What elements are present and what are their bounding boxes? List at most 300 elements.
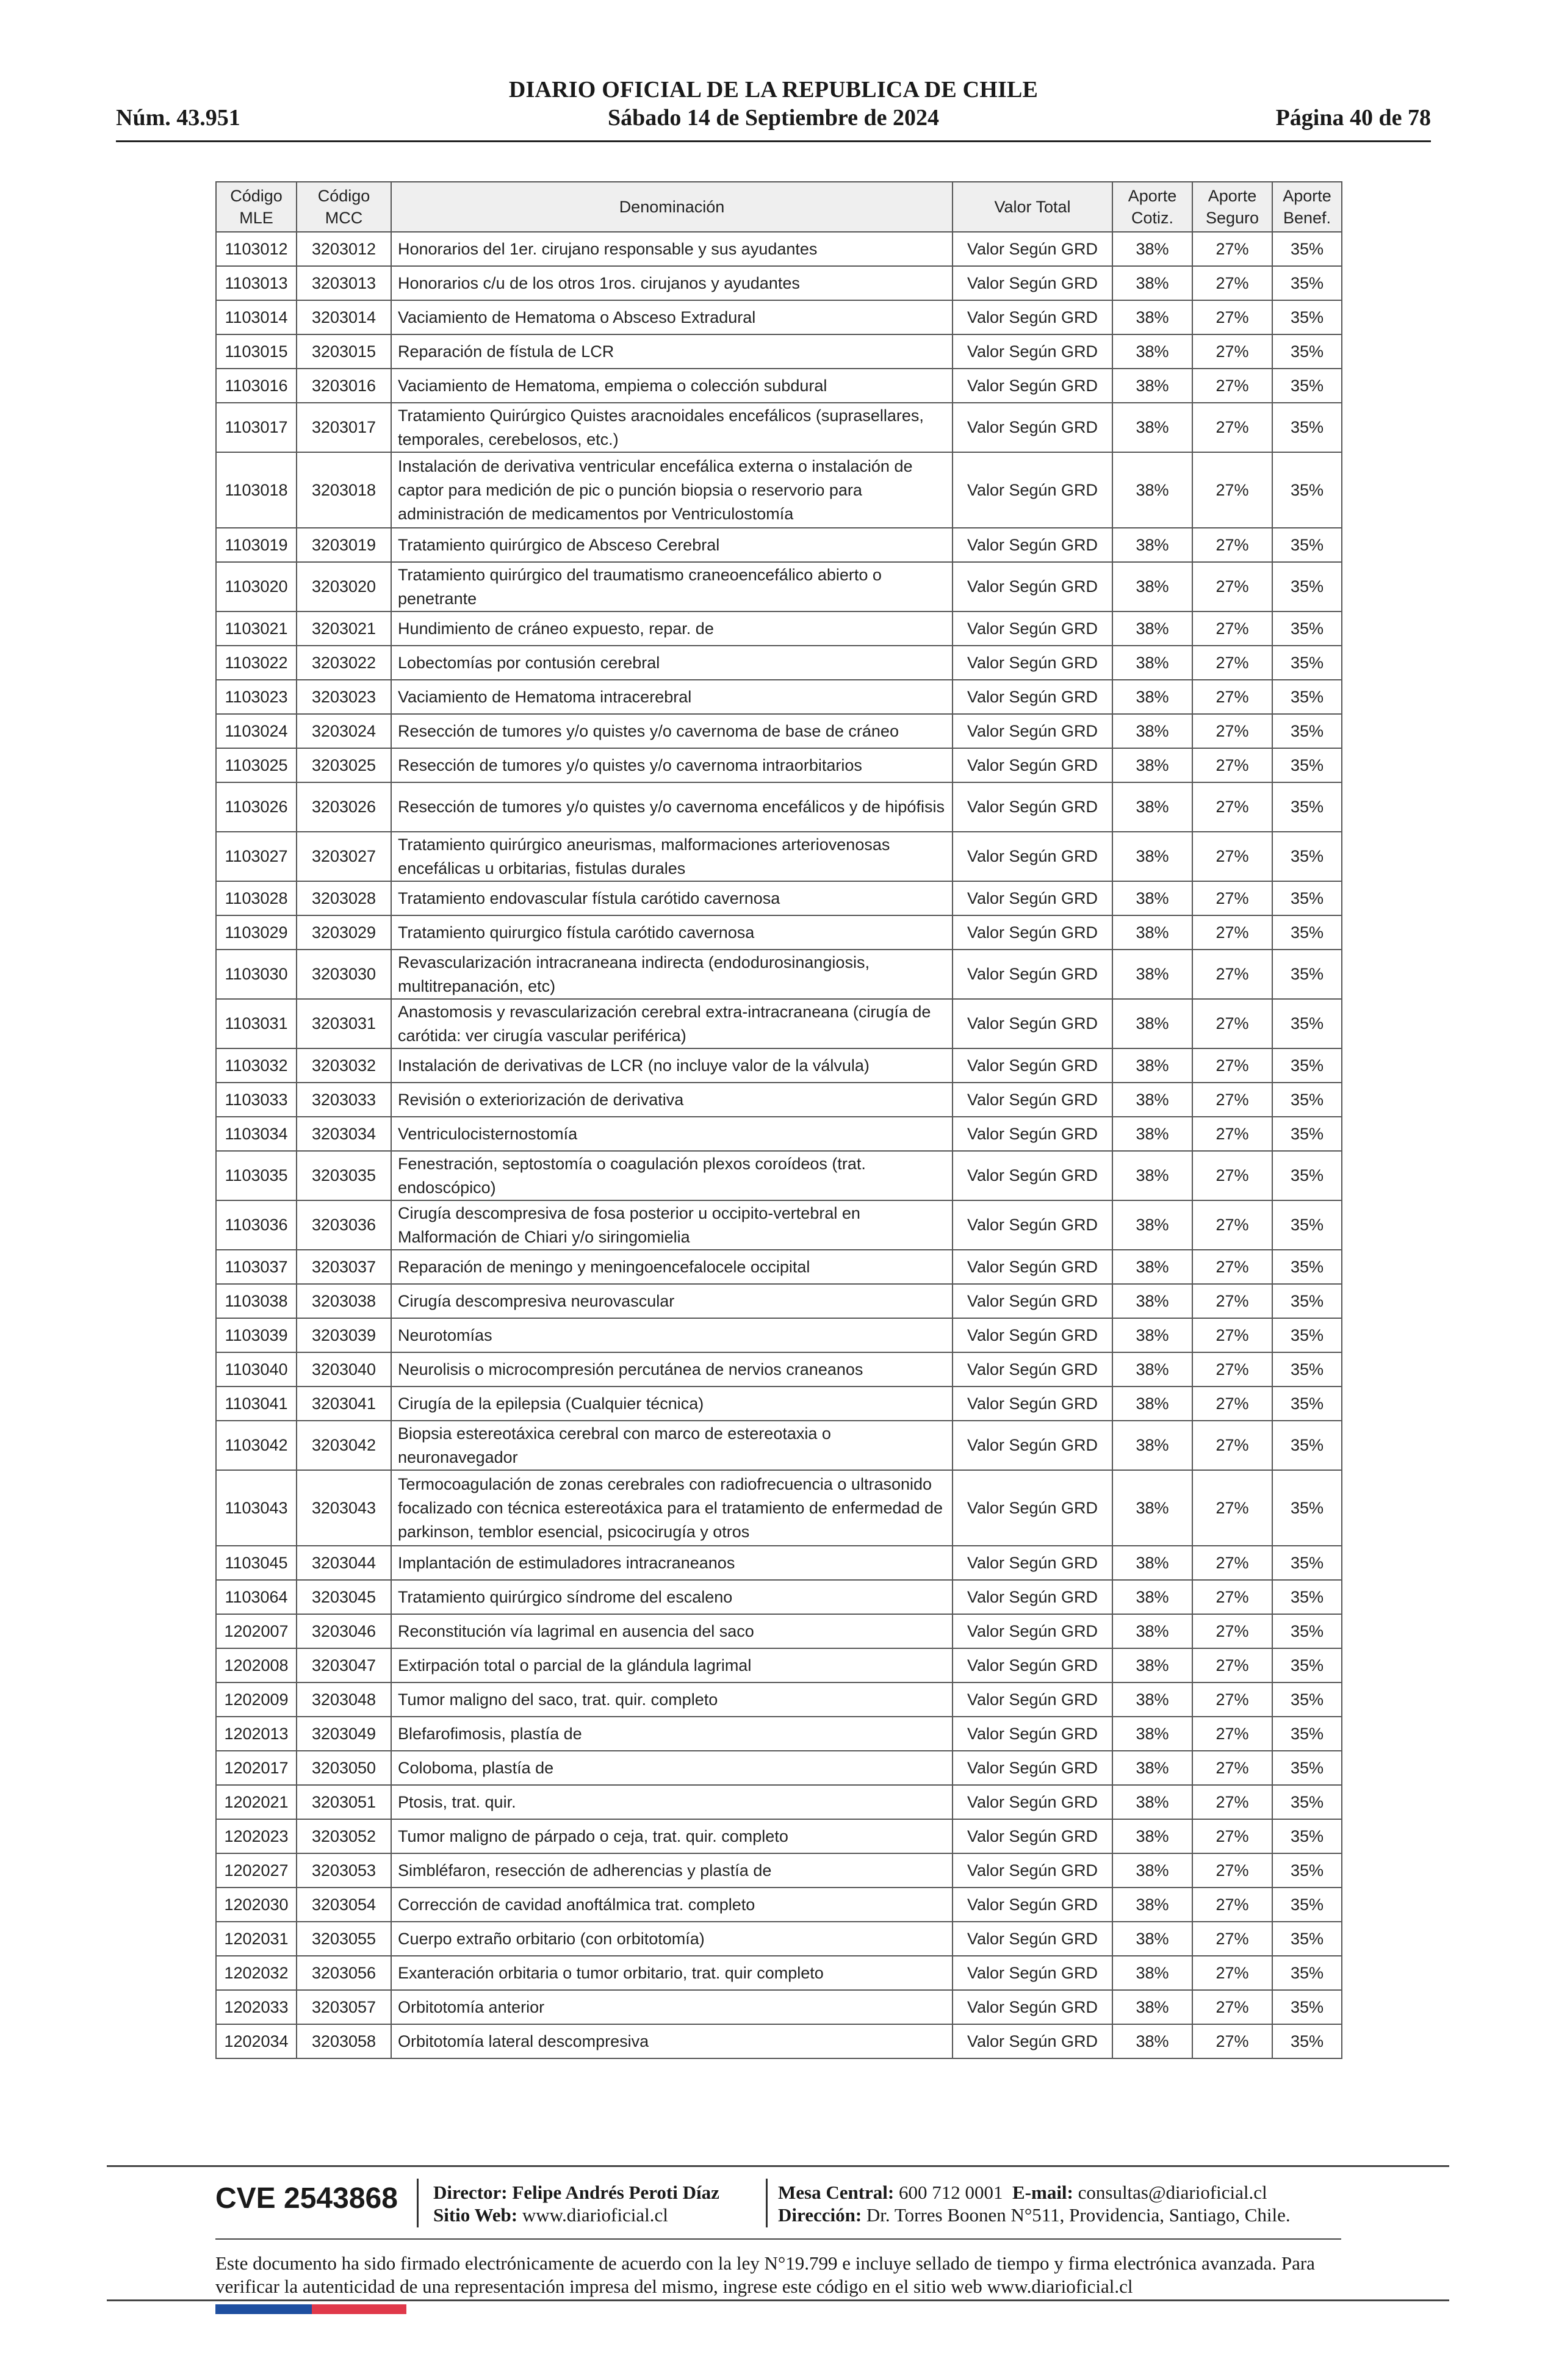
column-header-aporte-seguro: Aporte Seguro: [1192, 182, 1272, 232]
aporte-cotiz-cell: 38%: [1112, 562, 1192, 611]
valor-total-cell: Valor Según GRD: [953, 1083, 1112, 1117]
denominacion-cell: Blefarofimosis, plastía de: [391, 1717, 953, 1751]
denominacion-cell: Tratamiento quirúrgico de Absceso Cerebral: [391, 528, 953, 562]
page-header: [116, 76, 1431, 143]
codigo-mcc-cell: 3203029: [297, 915, 391, 950]
codigo-mle-cell: 1103026: [216, 782, 297, 832]
aporte-seguro-cell: 27%: [1192, 1785, 1272, 1819]
codigo-mcc-cell: 3203044: [297, 1546, 391, 1580]
aporte-cotiz-cell: 38%: [1112, 999, 1192, 1048]
valor-total-cell: Valor Según GRD: [953, 1751, 1112, 1785]
denominacion-cell: Termocoagulación de zonas cerebrales con radiofrecuencia o ultrasonido focalizado con técnica estereotáxica para el tratamiento de enfermedad de parkinson, temblor esencial, psicocirugía y otros: [391, 1470, 953, 1546]
codigo-mcc-cell: 3203013: [297, 266, 391, 300]
footer-separator: [766, 2179, 768, 2227]
valor-total-cell: Valor Según GRD: [953, 1853, 1112, 1888]
table-row: [216, 1421, 1342, 1470]
aporte-seguro-cell: 27%: [1192, 232, 1272, 266]
valor-total-cell: Valor Según GRD: [953, 1200, 1112, 1250]
aporte-benef-cell: 35%: [1272, 1648, 1342, 1682]
column-header-codigo-mcc: Código MCC: [297, 182, 391, 232]
aporte-seguro-cell: 27%: [1192, 1922, 1272, 1956]
codigo-mle-cell: 1103036: [216, 1200, 297, 1250]
aporte-benef-cell: 35%: [1272, 1421, 1342, 1470]
aporte-cotiz-cell: 38%: [1112, 832, 1192, 881]
aporte-cotiz-cell: 38%: [1112, 915, 1192, 950]
director-label: Director:: [433, 2182, 508, 2203]
codigo-mcc-cell: 3203017: [297, 403, 391, 452]
aporte-seguro-cell: 27%: [1192, 611, 1272, 646]
aporte-benef-cell: 35%: [1272, 1387, 1342, 1421]
table-row: [216, 1117, 1342, 1151]
table-row: [216, 999, 1342, 1048]
denominacion-cell: Vaciamiento de Hematoma, empiema o colección subdural: [391, 369, 953, 403]
codigo-mcc-cell: 3203057: [297, 1990, 391, 2024]
valor-total-cell: Valor Según GRD: [953, 1922, 1112, 1956]
valor-total-cell: Valor Según GRD: [953, 2024, 1112, 2058]
table-body: [216, 232, 1342, 2058]
codigo-mle-cell: 1202027: [216, 1853, 297, 1888]
table-row: [216, 369, 1342, 403]
codigo-mle-cell: 1103032: [216, 1048, 297, 1083]
denominacion-cell: Reconstitución vía lagrimal en ausencia del saco: [391, 1614, 953, 1648]
aporte-cotiz-cell: 38%: [1112, 680, 1192, 714]
codigo-mcc-cell: 3203055: [297, 1922, 391, 1956]
codigo-mle-cell: 1103045: [216, 1546, 297, 1580]
table-row: [216, 611, 1342, 646]
valor-total-cell: Valor Según GRD: [953, 646, 1112, 680]
codigo-mcc-cell: 3203053: [297, 1853, 391, 1888]
flag-stripe-red: [312, 2304, 406, 2314]
codigo-mcc-cell: 3203045: [297, 1580, 391, 1614]
page-number: Página 40 de 78: [1275, 105, 1431, 131]
aporte-cotiz-cell: 38%: [1112, 1717, 1192, 1751]
valor-total-cell: Valor Según GRD: [953, 782, 1112, 832]
footer-separator: [417, 2179, 419, 2227]
denominacion-cell: Vaciamiento de Hematoma intracerebral: [391, 680, 953, 714]
valor-total-cell: Valor Según GRD: [953, 1250, 1112, 1284]
aporte-benef-cell: 35%: [1272, 1048, 1342, 1083]
aporte-cotiz-cell: 38%: [1112, 1819, 1192, 1853]
aporte-cotiz-cell: 38%: [1112, 1387, 1192, 1421]
aporte-cotiz-cell: 38%: [1112, 1682, 1192, 1717]
aporte-benef-cell: 35%: [1272, 1318, 1342, 1352]
codigo-mle-cell: 1202023: [216, 1819, 297, 1853]
table-row: [216, 403, 1342, 452]
codigo-mle-cell: 1103064: [216, 1580, 297, 1614]
aporte-benef-cell: 35%: [1272, 646, 1342, 680]
aporte-cotiz-cell: 38%: [1112, 1352, 1192, 1387]
table-row: [216, 300, 1342, 334]
aporte-seguro-cell: 27%: [1192, 1200, 1272, 1250]
aporte-benef-cell: 35%: [1272, 369, 1342, 403]
table-row: [216, 1819, 1342, 1853]
table-row: [216, 1956, 1342, 1990]
denominacion-cell: Exanteración orbitaria o tumor orbitario, trat. quir completo: [391, 1956, 953, 1990]
aporte-seguro-cell: 27%: [1192, 1546, 1272, 1580]
cve-code: CVE 2543868: [215, 2182, 398, 2215]
codigo-mcc-cell: 3203033: [297, 1083, 391, 1117]
denominacion-cell: Implantación de estimuladores intracraneanos: [391, 1546, 953, 1580]
codigo-mcc-cell: 3203020: [297, 562, 391, 611]
aporte-benef-cell: 35%: [1272, 1682, 1342, 1717]
aporte-cotiz-cell: 38%: [1112, 748, 1192, 782]
aporte-benef-cell: 35%: [1272, 748, 1342, 782]
codigo-mcc-cell: 3203035: [297, 1151, 391, 1200]
aporte-benef-cell: 35%: [1272, 1580, 1342, 1614]
column-header-codigo-mle: Código MLE: [216, 182, 297, 232]
valor-total-cell: Valor Según GRD: [953, 999, 1112, 1048]
valor-total-cell: Valor Según GRD: [953, 1546, 1112, 1580]
flag-stripe-blue: [215, 2304, 312, 2314]
denominacion-cell: Biopsia estereotáxica cerebral con marco de estereotaxia o neuronavegador: [391, 1421, 953, 1470]
codigo-mle-cell: 1103035: [216, 1151, 297, 1200]
aporte-cotiz-cell: 38%: [1112, 1117, 1192, 1151]
aporte-seguro-cell: 27%: [1192, 403, 1272, 452]
table-row: [216, 1922, 1342, 1956]
table-row: [216, 1151, 1342, 1200]
table-row: [216, 1717, 1342, 1751]
codigo-mcc-cell: 3203043: [297, 1470, 391, 1546]
codigo-mcc-cell: 3203048: [297, 1682, 391, 1717]
denominacion-cell: Corrección de cavidad anoftálmica trat. completo: [391, 1888, 953, 1922]
codigo-mcc-cell: 3203023: [297, 680, 391, 714]
codigo-mle-cell: 1202032: [216, 1956, 297, 1990]
table-row: [216, 1682, 1342, 1717]
table-row: [216, 680, 1342, 714]
aporte-cotiz-cell: 38%: [1112, 1853, 1192, 1888]
table-row: [216, 528, 1342, 562]
aporte-seguro-cell: 27%: [1192, 714, 1272, 748]
codigo-mle-cell: 1202009: [216, 1682, 297, 1717]
denominacion-cell: Revascularización intracraneana indirecta (endodurosinangiosis, multitrepanación, etc): [391, 950, 953, 999]
codigo-mcc-cell: 3203025: [297, 748, 391, 782]
valor-total-cell: Valor Según GRD: [953, 266, 1112, 300]
table-row: [216, 232, 1342, 266]
valor-total-cell: Valor Según GRD: [953, 680, 1112, 714]
denominacion-cell: Neurolisis o microcompresión percutánea de nervios craneanos: [391, 1352, 953, 1387]
denominacion-cell: Neurotomías: [391, 1318, 953, 1352]
codigo-mle-cell: 1202033: [216, 1990, 297, 2024]
codigo-mle-cell: 1103041: [216, 1387, 297, 1421]
table-row: [216, 1387, 1342, 1421]
aporte-cotiz-cell: 38%: [1112, 1990, 1192, 2024]
aporte-cotiz-cell: 38%: [1112, 1284, 1192, 1318]
procedures-table: [215, 181, 1342, 2059]
aporte-cotiz-cell: 38%: [1112, 1421, 1192, 1470]
codigo-mle-cell: 1103022: [216, 646, 297, 680]
codigo-mcc-cell: 3203052: [297, 1819, 391, 1853]
contact-block: [778, 2181, 1291, 2226]
denominacion-cell: Tumor maligno de párpado o ceja, trat. quir. completo: [391, 1819, 953, 1853]
table-row: [216, 1648, 1342, 1682]
codigo-mcc-cell: 3203038: [297, 1284, 391, 1318]
aporte-benef-cell: 35%: [1272, 1717, 1342, 1751]
aporte-benef-cell: 35%: [1272, 1614, 1342, 1648]
aporte-cotiz-cell: 38%: [1112, 1614, 1192, 1648]
denominacion-cell: Tratamiento quirúrgico síndrome del escaleno: [391, 1580, 953, 1614]
aporte-cotiz-cell: 38%: [1112, 1151, 1192, 1200]
aporte-benef-cell: 35%: [1272, 528, 1342, 562]
aporte-seguro-cell: 27%: [1192, 1284, 1272, 1318]
denominacion-cell: Tumor maligno del saco, trat. quir. completo: [391, 1682, 953, 1717]
table-row: [216, 1614, 1342, 1648]
denominacion-cell: Instalación de derivativa ventricular encefálica externa o instalación de captor para medición de pic o punción biopsia o reservorio para administración de medicamentos por Ventriculostomía: [391, 452, 953, 528]
denominacion-cell: Anastomosis y revascularización cerebral extra-intracraneana (cirugía de carótida: ver cirugía vascular periférica): [391, 999, 953, 1048]
aporte-seguro-cell: 27%: [1192, 562, 1272, 611]
table-row: [216, 915, 1342, 950]
codigo-mle-cell: 1103030: [216, 950, 297, 999]
aporte-cotiz-cell: 38%: [1112, 1200, 1192, 1250]
codigo-mle-cell: 1103015: [216, 334, 297, 369]
codigo-mcc-cell: 3203014: [297, 300, 391, 334]
denominacion-cell: Coloboma, plastía de: [391, 1751, 953, 1785]
website-label: Sitio Web:: [433, 2204, 518, 2226]
aporte-cotiz-cell: 38%: [1112, 1922, 1192, 1956]
table-row: [216, 1352, 1342, 1387]
denominacion-cell: Lobectomías por contusión cerebral: [391, 646, 953, 680]
codigo-mle-cell: 1103012: [216, 232, 297, 266]
valor-total-cell: Valor Según GRD: [953, 1048, 1112, 1083]
denominacion-cell: Ptosis, trat. quir.: [391, 1785, 953, 1819]
valor-total-cell: Valor Según GRD: [953, 1956, 1112, 1990]
aporte-cotiz-cell: 38%: [1112, 300, 1192, 334]
aporte-benef-cell: 35%: [1272, 2024, 1342, 2058]
aporte-cotiz-cell: 38%: [1112, 950, 1192, 999]
table-row: [216, 881, 1342, 915]
codigo-mcc-cell: 3203040: [297, 1352, 391, 1387]
table-row: [216, 1470, 1342, 1546]
denominacion-cell: Orbitotomía anterior: [391, 1990, 953, 2024]
denominacion-cell: Tratamiento Quirúrgico Quistes aracnoidales encefálicos (suprasellares, temporales, cerebelosos, etc.): [391, 403, 953, 452]
codigo-mle-cell: 1103020: [216, 562, 297, 611]
denominacion-cell: Simbléfaron, resección de adherencias y plastía de: [391, 1853, 953, 1888]
table-row: [216, 646, 1342, 680]
table-row: [216, 782, 1342, 832]
aporte-seguro-cell: 27%: [1192, 1421, 1272, 1470]
email-label: E-mail:: [1012, 2182, 1073, 2203]
codigo-mcc-cell: 3203058: [297, 2024, 391, 2058]
table-row: [216, 562, 1342, 611]
aporte-seguro-cell: 27%: [1192, 999, 1272, 1048]
footer-divider: [215, 2238, 1341, 2240]
aporte-seguro-cell: 27%: [1192, 334, 1272, 369]
codigo-mcc-cell: 3203056: [297, 1956, 391, 1990]
aporte-benef-cell: 35%: [1272, 1200, 1342, 1250]
codigo-mle-cell: 1103018: [216, 452, 297, 528]
valor-total-cell: Valor Según GRD: [953, 562, 1112, 611]
aporte-seguro-cell: 27%: [1192, 1083, 1272, 1117]
aporte-seguro-cell: 27%: [1192, 300, 1272, 334]
table-header-row: [216, 182, 1342, 232]
aporte-cotiz-cell: 38%: [1112, 646, 1192, 680]
aporte-cotiz-cell: 38%: [1112, 1751, 1192, 1785]
denominacion-cell: Fenestración, septostomía o coagulación plexos coroídeos (trat. endoscópico): [391, 1151, 953, 1200]
table-row: [216, 266, 1342, 300]
codigo-mcc-cell: 3203012: [297, 232, 391, 266]
aporte-seguro-cell: 27%: [1192, 1151, 1272, 1200]
codigo-mle-cell: 1103037: [216, 1250, 297, 1284]
denominacion-cell: Resección de tumores y/o quistes y/o cavernoma intraorbitarios: [391, 748, 953, 782]
aporte-benef-cell: 35%: [1272, 266, 1342, 300]
aporte-benef-cell: 35%: [1272, 1819, 1342, 1853]
codigo-mle-cell: 1202017: [216, 1751, 297, 1785]
codigo-mle-cell: 1103029: [216, 915, 297, 950]
codigo-mle-cell: 1103040: [216, 1352, 297, 1387]
table-row: [216, 1546, 1342, 1580]
codigo-mcc-cell: 3203042: [297, 1421, 391, 1470]
codigo-mcc-cell: 3203050: [297, 1751, 391, 1785]
aporte-cotiz-cell: 38%: [1112, 611, 1192, 646]
valor-total-cell: Valor Según GRD: [953, 232, 1112, 266]
aporte-seguro-cell: 27%: [1192, 1048, 1272, 1083]
aporte-benef-cell: 35%: [1272, 881, 1342, 915]
table-row: [216, 334, 1342, 369]
aporte-seguro-cell: 27%: [1192, 1250, 1272, 1284]
aporte-seguro-cell: 27%: [1192, 528, 1272, 562]
valor-total-cell: Valor Según GRD: [953, 1284, 1112, 1318]
newspaper-title: DIARIO OFICIAL DE LA REPUBLICA DE CHILE: [508, 77, 1039, 103]
codigo-mcc-cell: 3203015: [297, 334, 391, 369]
aporte-cotiz-cell: 38%: [1112, 369, 1192, 403]
aporte-seguro-cell: 27%: [1192, 1717, 1272, 1751]
valor-total-cell: Valor Según GRD: [953, 1352, 1112, 1387]
codigo-mle-cell: 1103023: [216, 680, 297, 714]
aporte-cotiz-cell: 38%: [1112, 1546, 1192, 1580]
denominacion-cell: Vaciamiento de Hematoma o Absceso Extradural: [391, 300, 953, 334]
column-header-aporte-cotiz: Aporte Cotiz.: [1112, 182, 1192, 232]
aporte-cotiz-cell: 38%: [1112, 452, 1192, 528]
denominacion-cell: Tratamiento quirurgico fístula carótido cavernosa: [391, 915, 953, 950]
valor-total-cell: Valor Según GRD: [953, 611, 1112, 646]
address-label: Dirección:: [778, 2204, 862, 2226]
aporte-benef-cell: 35%: [1272, 1888, 1342, 1922]
valor-total-cell: Valor Según GRD: [953, 1682, 1112, 1717]
denominacion-cell: Orbitotomía lateral descompresiva: [391, 2024, 953, 2058]
aporte-seguro-cell: 27%: [1192, 1614, 1272, 1648]
aporte-benef-cell: 35%: [1272, 403, 1342, 452]
valor-total-cell: Valor Según GRD: [953, 1117, 1112, 1151]
valor-total-cell: Valor Según GRD: [953, 1648, 1112, 1682]
codigo-mcc-cell: 3203019: [297, 528, 391, 562]
codigo-mcc-cell: 3203022: [297, 646, 391, 680]
aporte-cotiz-cell: 38%: [1112, 1888, 1192, 1922]
aporte-cotiz-cell: 38%: [1112, 1250, 1192, 1284]
table-row: [216, 1785, 1342, 1819]
table-row: [216, 1048, 1342, 1083]
codigo-mle-cell: 1103038: [216, 1284, 297, 1318]
table-row: [216, 1318, 1342, 1352]
table-row: [216, 452, 1342, 528]
legal-notice: Este documento ha sido firmado electrónicamente de acuerdo con la ley N°19.799 e incluye sellado de tiempo y firma electrónica avanzada. Para verificar la autenticidad de una representación impresa del mismo, ingrese este código en el sitio web www.diarioficial.cl: [215, 2252, 1315, 2297]
address-value: Dr. Torres Boonen N°511, Providencia, Santiago, Chile.: [866, 2204, 1291, 2226]
denominacion-cell: Cirugía descompresiva neurovascular: [391, 1284, 953, 1318]
aporte-benef-cell: 35%: [1272, 915, 1342, 950]
aporte-seguro-cell: 27%: [1192, 2024, 1272, 2058]
codigo-mle-cell: 1103025: [216, 748, 297, 782]
aporte-seguro-cell: 27%: [1192, 832, 1272, 881]
aporte-benef-cell: 35%: [1272, 1956, 1342, 1990]
aporte-benef-cell: 35%: [1272, 1990, 1342, 2024]
table-row: [216, 1083, 1342, 1117]
denominacion-cell: Tratamiento endovascular fístula carótido cavernosa: [391, 881, 953, 915]
aporte-cotiz-cell: 38%: [1112, 266, 1192, 300]
table-row: [216, 1200, 1342, 1250]
denominacion-cell: Resección de tumores y/o quistes y/o cavernoma encefálicos y de hipófisis: [391, 782, 953, 832]
denominacion-cell: Tratamiento quirúrgico del traumatismo craneoencefálico abierto o penetrante: [391, 562, 953, 611]
table-row: [216, 1250, 1342, 1284]
aporte-benef-cell: 35%: [1272, 1117, 1342, 1151]
codigo-mcc-cell: 3203024: [297, 714, 391, 748]
aporte-cotiz-cell: 38%: [1112, 881, 1192, 915]
valor-total-cell: Valor Según GRD: [953, 403, 1112, 452]
valor-total-cell: Valor Según GRD: [953, 1580, 1112, 1614]
codigo-mcc-cell: 3203018: [297, 452, 391, 528]
codigo-mcc-cell: 3203046: [297, 1614, 391, 1648]
aporte-cotiz-cell: 38%: [1112, 2024, 1192, 2058]
aporte-seguro-cell: 27%: [1192, 1470, 1272, 1546]
codigo-mcc-cell: 3203027: [297, 832, 391, 881]
aporte-cotiz-cell: 38%: [1112, 714, 1192, 748]
codigo-mcc-cell: 3203031: [297, 999, 391, 1048]
aporte-seguro-cell: 27%: [1192, 1956, 1272, 1990]
column-header-denominacion: Denominación: [391, 182, 953, 232]
aporte-benef-cell: 35%: [1272, 714, 1342, 748]
aporte-seguro-cell: 27%: [1192, 1853, 1272, 1888]
aporte-benef-cell: 35%: [1272, 832, 1342, 881]
codigo-mle-cell: 1103039: [216, 1318, 297, 1352]
phone-label: Mesa Central:: [778, 2182, 895, 2203]
aporte-cotiz-cell: 38%: [1112, 1470, 1192, 1546]
codigo-mle-cell: 1202008: [216, 1648, 297, 1682]
aporte-benef-cell: 35%: [1272, 680, 1342, 714]
director-block: [433, 2181, 719, 2226]
aporte-seguro-cell: 27%: [1192, 266, 1272, 300]
aporte-seguro-cell: 27%: [1192, 1318, 1272, 1352]
aporte-seguro-cell: 27%: [1192, 1888, 1272, 1922]
valor-total-cell: Valor Según GRD: [953, 1614, 1112, 1648]
email-link[interactable]: consultas@diarioficial.cl: [1078, 2182, 1267, 2203]
valor-total-cell: Valor Según GRD: [953, 1888, 1112, 1922]
valor-total-cell: Valor Según GRD: [953, 334, 1112, 369]
aporte-seguro-cell: 27%: [1192, 1682, 1272, 1717]
aporte-benef-cell: 35%: [1272, 950, 1342, 999]
codigo-mle-cell: 1202030: [216, 1888, 297, 1922]
aporte-cotiz-cell: 38%: [1112, 782, 1192, 832]
aporte-cotiz-cell: 38%: [1112, 1956, 1192, 1990]
valor-total-cell: Valor Según GRD: [953, 1421, 1112, 1470]
denominacion-cell: Reparación de meningo y meningoencefalocele occipital: [391, 1250, 953, 1284]
denominacion-cell: Revisión o exteriorización de derivativa: [391, 1083, 953, 1117]
valor-total-cell: Valor Según GRD: [953, 950, 1112, 999]
denominacion-cell: Cirugía descompresiva de fosa posterior u occipito-vertebral en Malformación de Chiari y/o siringomielia: [391, 1200, 953, 1250]
valor-total-cell: Valor Según GRD: [953, 1387, 1112, 1421]
aporte-benef-cell: 35%: [1272, 1922, 1342, 1956]
aporte-seguro-cell: 27%: [1192, 369, 1272, 403]
table-row: [216, 1284, 1342, 1318]
aporte-seguro-cell: 27%: [1192, 1580, 1272, 1614]
aporte-seguro-cell: 27%: [1192, 1819, 1272, 1853]
aporte-benef-cell: 35%: [1272, 1546, 1342, 1580]
website-link[interactable]: www.diarioficial.cl: [522, 2204, 668, 2226]
aporte-seguro-cell: 27%: [1192, 748, 1272, 782]
table-row: [216, 950, 1342, 999]
aporte-seguro-cell: 27%: [1192, 915, 1272, 950]
aporte-cotiz-cell: 38%: [1112, 1785, 1192, 1819]
denominacion-cell: Honorarios del 1er. cirujano responsable y sus ayudantes: [391, 232, 953, 266]
issue-date: Sábado 14 de Septiembre de 2024: [608, 105, 939, 131]
valor-total-cell: Valor Según GRD: [953, 1470, 1112, 1546]
aporte-seguro-cell: 27%: [1192, 1648, 1272, 1682]
